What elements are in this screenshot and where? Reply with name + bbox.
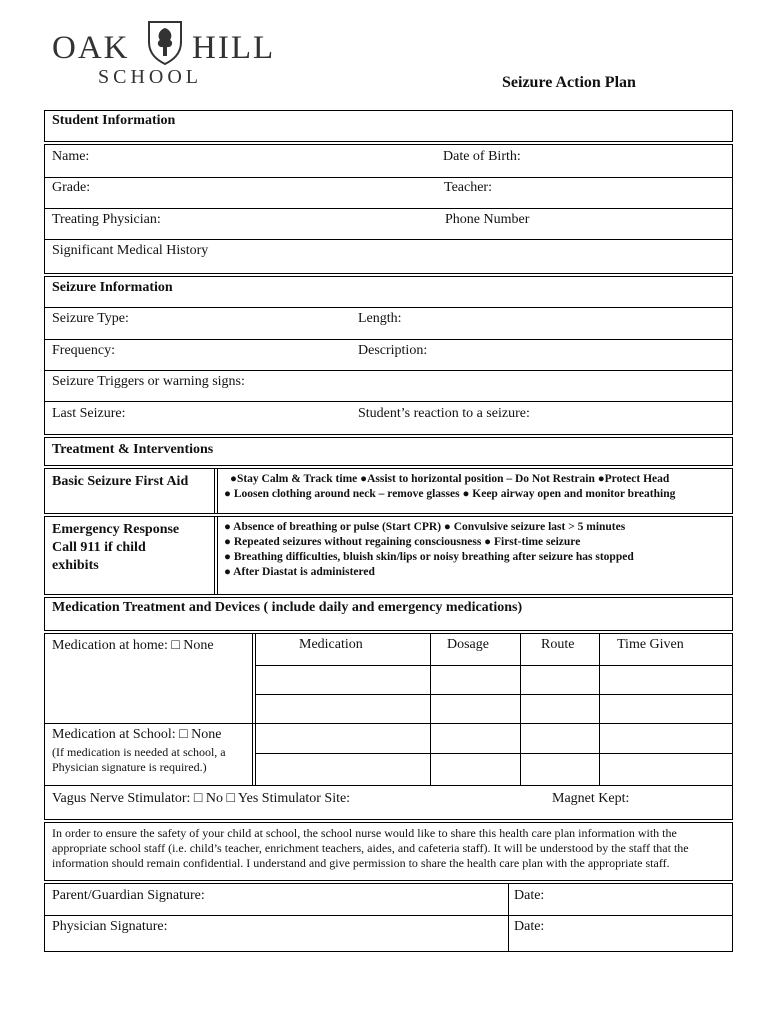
- vns-field[interactable]: Vagus Nerve Stimulator: □ No □ Yes Stimulator Site:: [52, 791, 351, 806]
- physician-field[interactable]: Treating Physician:: [52, 212, 161, 227]
- description-field[interactable]: Description:: [358, 343, 428, 358]
- page-title: Seizure Action Plan: [502, 74, 636, 91]
- magnet-kept-field[interactable]: Magnet Kept:: [552, 791, 630, 806]
- seizure-info-heading: Seizure Information: [52, 280, 173, 295]
- logo-word-oak: OAK: [52, 30, 130, 66]
- parent-signature-field[interactable]: Parent/Guardian Signature:: [52, 888, 205, 903]
- school-note-line-1: (If medication is needed at school, a: [52, 745, 226, 759]
- col-time-given: Time Given: [617, 637, 684, 652]
- emergency-label-3: exhibits: [52, 558, 99, 573]
- physician-date-field[interactable]: Date:: [514, 919, 545, 934]
- physician-signature-field[interactable]: Physician Signature:: [52, 919, 168, 934]
- medication-at-home-field[interactable]: Medication at home: □ None: [52, 638, 214, 653]
- emergency-line-4: ● After Diastat is administered: [224, 566, 375, 578]
- emergency-line-1: ● Absence of breathing or pulse (Start CPR) ● Convulsive seizure last > 5 minutes: [224, 521, 626, 533]
- col-medication: Medication: [299, 637, 363, 652]
- school-note-line-2: Physician signature is required.): [52, 760, 207, 774]
- col-dosage: Dosage: [447, 637, 489, 652]
- logo-word-hill: HILL: [192, 30, 276, 66]
- treatment-heading: Treatment & Interventions: [52, 442, 214, 457]
- consent-line-3: information should remain confidential. I understand and give permission to share the health care plan with the appropriate staff.: [52, 856, 670, 870]
- consent-line-2: appropriate school staff (i.e. child’s teacher, enrichment teachers, aides, and cafeteria staff). It will be understood by the staff that the: [52, 841, 689, 855]
- last-seizure-field[interactable]: Last Seizure:: [52, 406, 126, 421]
- length-field[interactable]: Length:: [358, 311, 402, 326]
- frequency-field[interactable]: Frequency:: [52, 343, 115, 358]
- medical-history-field[interactable]: Significant Medical History: [52, 243, 209, 258]
- logo-word-school: SCHOOL: [98, 66, 203, 88]
- parent-date-field[interactable]: Date:: [514, 888, 545, 903]
- col-route: Route: [541, 637, 575, 652]
- seizure-type-field[interactable]: Seizure Type:: [52, 311, 129, 326]
- emergency-line-2: ● Repeated seizures without regaining consciousness ● First-time seizure: [224, 536, 581, 548]
- medication-at-school-field[interactable]: Medication at School: □ None: [52, 727, 222, 742]
- teacher-field[interactable]: Teacher:: [444, 180, 492, 195]
- reaction-field[interactable]: Student’s reaction to a seizure:: [358, 406, 530, 421]
- dob-field[interactable]: Date of Birth:: [443, 149, 521, 164]
- emergency-label-2: Call 911 if child: [52, 540, 146, 555]
- medication-heading: Medication Treatment and Devices ( include daily and emergency medications): [52, 600, 523, 615]
- emergency-label-1: Emergency Response: [52, 522, 180, 537]
- first-aid-label: Basic Seizure First Aid: [52, 474, 189, 489]
- triggers-field[interactable]: Seizure Triggers or warning signs:: [52, 374, 245, 389]
- first-aid-line-2: ● Loosen clothing around neck – remove glasses ● Keep airway open and monitor breathing: [224, 488, 676, 500]
- oak-crest-icon: [145, 18, 185, 66]
- student-info-heading: Student Information: [52, 113, 176, 128]
- grade-field[interactable]: Grade:: [52, 180, 91, 195]
- first-aid-line-1: ●Stay Calm & Track time ●Assist to horizontal position – Do Not Restrain ●Protect Head: [230, 473, 670, 485]
- phone-field[interactable]: Phone Number: [445, 212, 530, 227]
- emergency-line-3: ● Breathing difficulties, bluish skin/lips or noisy breathing after seizure has stopped: [224, 551, 634, 563]
- name-field[interactable]: Name:: [52, 149, 90, 164]
- consent-line-1: In order to ensure the safety of your child at school, the school nurse would like to share this health care plan information with the: [52, 826, 677, 840]
- school-logo: [52, 18, 276, 88]
